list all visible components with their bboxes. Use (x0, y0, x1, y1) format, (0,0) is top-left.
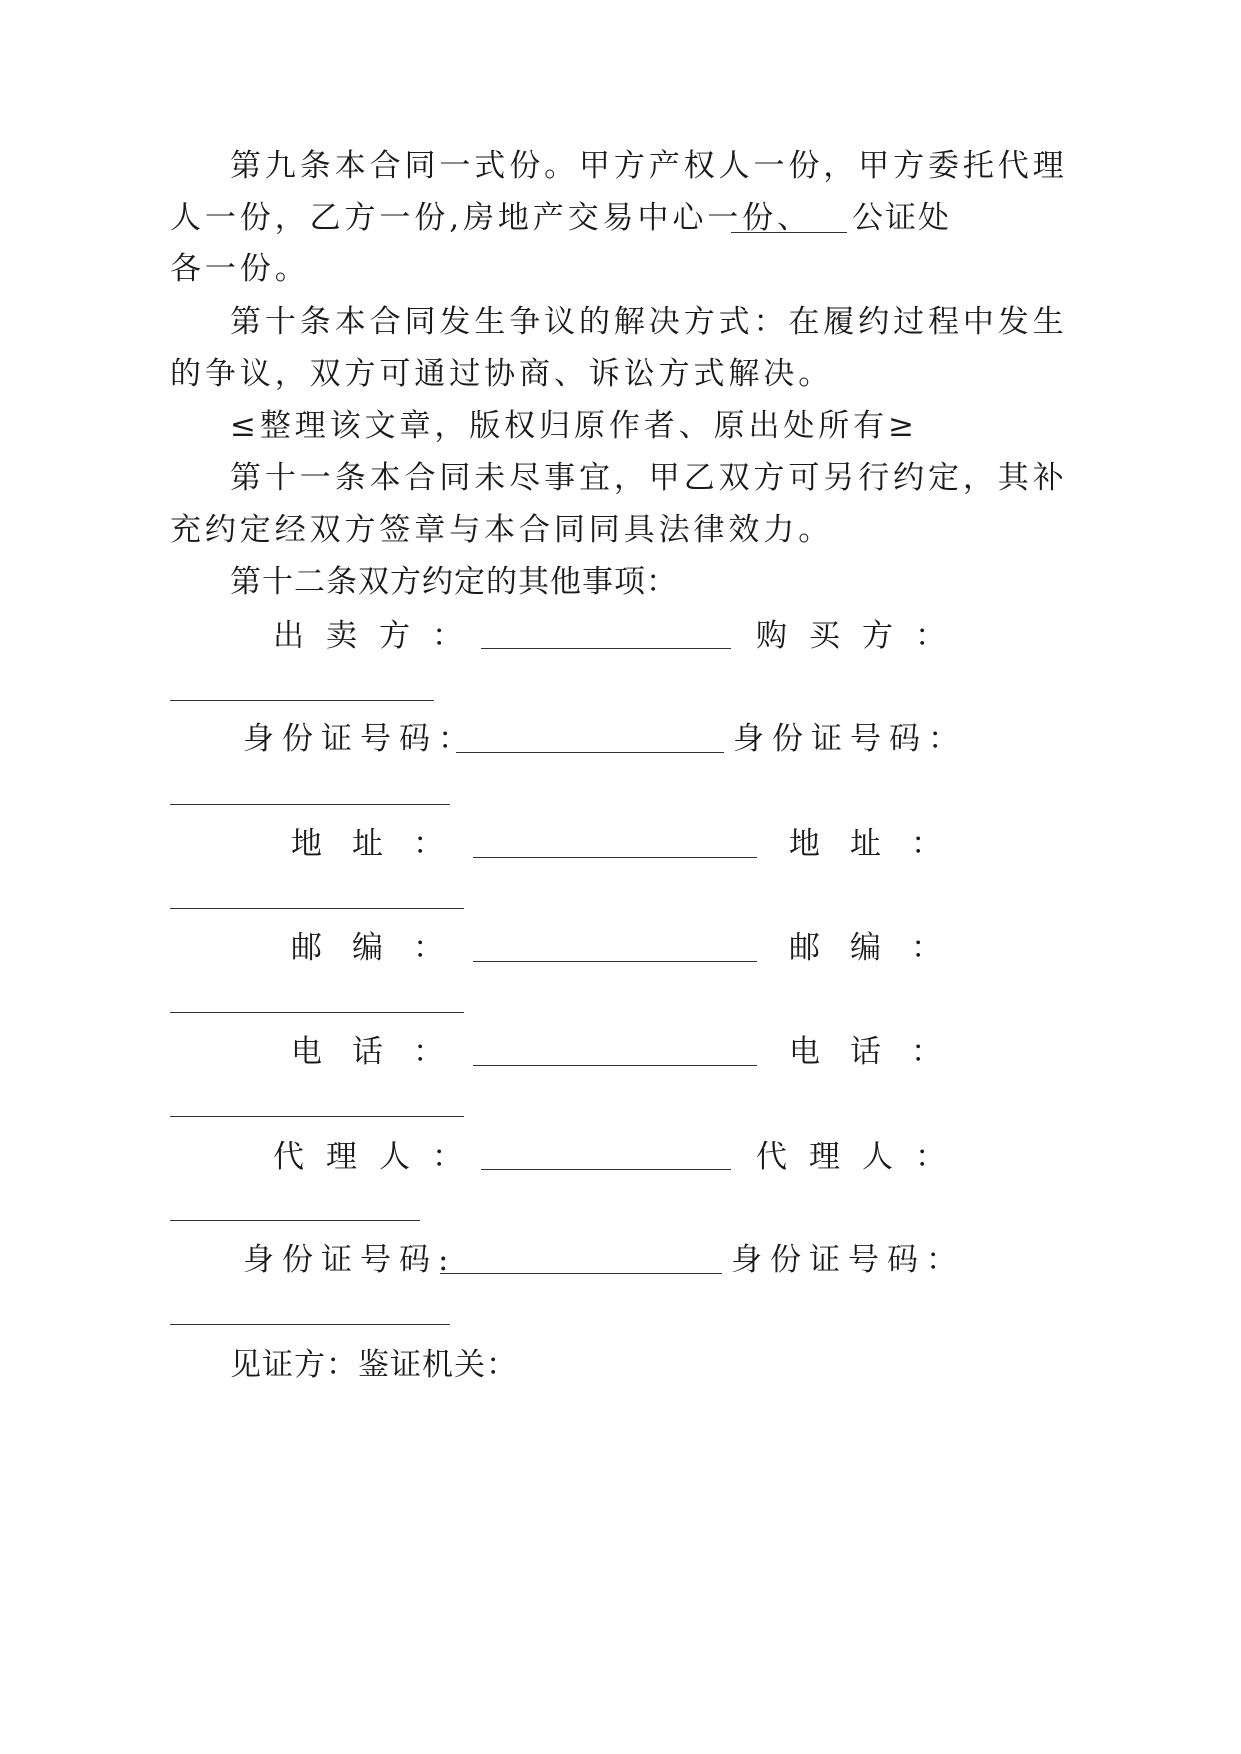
article10-text-1: 第十条本合同发生争议的解决方式：在履约过程中发生 (230, 304, 1068, 340)
article9-text-1: 第九条本合同一式份。甲方产权人一份，甲方委托代理 (230, 148, 1068, 184)
seller-row (0, 612, 1241, 660)
seller-blank[interactable] (481, 648, 731, 649)
seller-agent-blank[interactable] (481, 1169, 731, 1170)
notary-blank[interactable] (731, 232, 847, 233)
copyright-note-line (0, 402, 1241, 450)
seller-address-label: 地址： (291, 826, 474, 862)
article12-line1 (0, 558, 1241, 606)
buyer-agent-id-blank[interactable] (170, 1324, 450, 1325)
buyer-agent-label: 代理人： (756, 1139, 968, 1175)
phone-row (0, 1028, 1241, 1076)
article10-line2 (0, 350, 1241, 398)
seller-address-blank[interactable] (473, 857, 757, 858)
seller-label: 出卖方： (273, 618, 485, 654)
seller-id-label: 身份证号码： (243, 721, 477, 757)
article11-text-1: 第十一条本合同未尽事宜，甲乙双方可另行约定，其补 (230, 460, 1068, 496)
buyer-postcode-label: 邮编： (789, 930, 972, 966)
seller-postcode-blank[interactable] (473, 961, 757, 962)
seller-postcode-label: 邮编： (291, 930, 474, 966)
buyer-postcode-blank[interactable] (170, 1012, 464, 1013)
buyer-blank[interactable] (170, 700, 434, 701)
buyer-id-label: 身份证号码： (733, 721, 967, 757)
article10-line1 (0, 298, 1241, 346)
seller-phone-blank[interactable] (473, 1065, 757, 1066)
buyer-label: 购买方： (756, 618, 968, 654)
witness-label: 见证方：鉴证机关： (230, 1347, 518, 1383)
article9-line1 (0, 142, 1241, 190)
article11-text-2: 充约定经双方签章与本合同同具法律效力。 (170, 512, 834, 548)
article10-text-2: 的争议，双方可通过协商、诉讼方式解决。 (170, 356, 834, 392)
article11-line1 (0, 454, 1241, 502)
seller-phone-label: 电话： (291, 1034, 474, 1070)
buyer-address-label: 地址： (789, 826, 972, 862)
postcode-row (0, 924, 1241, 972)
seller-agent-label: 代理人： (273, 1139, 485, 1175)
agent-id-row (0, 1236, 1241, 1284)
id-row (0, 715, 1241, 763)
buyer-phone-label: 电话： (789, 1034, 972, 1070)
buyer-phone-blank[interactable] (170, 1116, 464, 1117)
seller-agent-id-blank[interactable] (440, 1273, 722, 1274)
article9-text-2: 人一份，乙方一份,房地产交易中心一份、 (170, 200, 812, 236)
witness-row (0, 1341, 1241, 1389)
buyer-id-blank[interactable] (170, 804, 450, 805)
agent-row (0, 1133, 1241, 1181)
article12-text-1: 第十二条双方约定的其他事项： (230, 564, 678, 600)
address-row (0, 820, 1241, 868)
article11-line2 (0, 506, 1241, 554)
buyer-agent-blank[interactable] (170, 1220, 420, 1221)
buyer-agent-id-label: 身份证号码： (731, 1242, 965, 1278)
seller-agent-id-label: 身份证号码: (243, 1242, 457, 1278)
seller-id-blank[interactable] (456, 752, 724, 753)
article9-text-2b: 公证处 (852, 200, 951, 236)
article9-line2 (0, 194, 1241, 242)
article9-text-3: 各一份。 (170, 251, 310, 287)
buyer-address-blank[interactable] (170, 908, 464, 909)
copyright-note: ≤整理该文章，版权归原作者、原出处所有≥ (230, 408, 918, 444)
article9-line3 (0, 245, 1241, 293)
